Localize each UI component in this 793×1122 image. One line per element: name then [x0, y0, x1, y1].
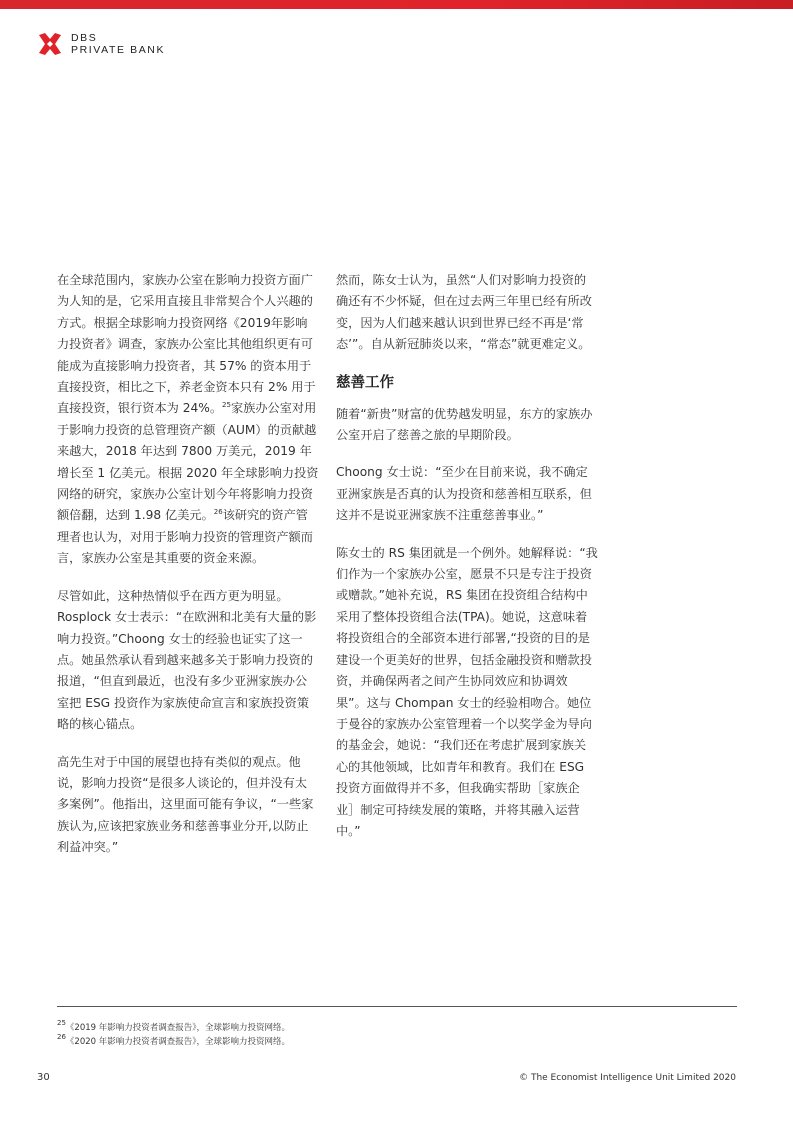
page-number: 30 [37, 1072, 50, 1083]
paragraph: 随着“新贵”财富的优势越发明显，东方的家族办公室开启了慈善之旅的早期阶段。 [336, 406, 593, 443]
brand-subtitle: PRIVATE BANK [71, 44, 166, 56]
paragraph: 高先生对于中国的展望也持有类似的观点。他说，影响力投资“是很多人谈论的，但并没有太多案例”。他指出，这里面可能有争议，“一些家族认为,应该把家族业务和慈善事业分开,以防止利益冲突。” [57, 754, 314, 855]
footnote-ref[interactable]: 25 [222, 401, 231, 410]
footnote: $^{26}$《2020 年影响力投资者调查报告》，全球影响力投资网络。 [57, 1033, 291, 1047]
top-brand-bar [0, 0, 793, 9]
paragraph: 在全球范围内，家族办公室在影响力投资方面广为人知的是，它采用直接且非常契合个人兴趣的方式。根据全球影响力投资网络《2019年影响力投资者》调查，家族办公室比其他组织更有可能成为直接影响力投资者，其 57% 的资本用于直接投资，相比之下，养老金资本只有 2% 用于直接投资，银行资本为 24%。$^{25}$家族办公室对用于影响力投资的总管理资产额（AUM）的贡献越来越大，2018 年达到 7800 万美元，2019 年增长至 1 亿美元。根据 2020 年全球影响力投资网络的研究，家族办公室计划今年将影响力投资额倍翻，达到 1.98 亿美元。$^{26}$该研究的资产管理者也认为，对用于影响力投资的管理资产额而言，家族办公室是其重要的资金来源。 [57, 273, 319, 566]
paragraph: 陈女士的 RS 集团就是一个例外。她解释说：“我们作为一个家族办公室，愿景不只是专注于投资或赠款。”她补充说，RS 集团在投资组合结构中采用了整体投资组合法(TPA)。她说，这意味着将投资组合的全部资本进行部署,“投资的目的是建设一个更美好的世界，包括金融投资和赠款投资，并确保两者之间产生协同效应和协调效果”。这与 Chompan 女士的经验相吻合。她位于曼谷的家族办公室管理着一个以奖学金为导向的基金会，她说：“我们还在考虑扩展到家族关心的其他领域，比如青年和教育。我们在 ESG 投资方面做得并不多，但我确实帮助［家族企业］制定可持续发展的策略，并将其融入运营中。” [336, 545, 598, 838]
paragraph: 然而，陈女士认为，虽然“人们对影响力投资的确还有不少怀疑，但在过去两三年里已经有所改变，因为人们越来越认识到世界已经不再是‘常态’”。自从新冠肺炎以来，“常态”就更难定义。 [336, 273, 592, 352]
dbs-x-logo-icon [37, 31, 63, 57]
footnote-divider [57, 1006, 737, 1007]
paragraph: 尽管如此，这种热情似乎在西方更为明显。Rosplock 女士表示：“在欧洲和北美有大量的影响力投资。”Choong 女士的经验也证实了这一点。她虽然承认看到越来越多关于影响力投资的报道，“但直到最近，也没有多少亚洲家族办公室把 ESG 投资作为家族使命宣言和家族投资策略的核心锚点。 [57, 588, 317, 732]
paragraph: Choong 女士说：“至少在目前来说，我不确定亚洲家族是否真的认为投资和慈善相互联系，但这并不是说亚洲家族不注重慈善事业。” [336, 465, 592, 523]
section-heading: 慈善工作 [336, 374, 394, 391]
right-column [336, 270, 598, 858]
dbs-logo [37, 31, 165, 57]
footnote: $^{25}$《2019 年影响力投资者调查报告》，全球影响力投资网络。 [57, 1019, 291, 1033]
brand-name: DBS [71, 32, 98, 44]
footnotes [57, 1021, 290, 1049]
left-column [57, 270, 319, 875]
footnote-ref[interactable]: 26 [213, 508, 223, 517]
copyright-notice: © The Economist Intelligence Unit Limited 2020 [519, 1073, 736, 1083]
